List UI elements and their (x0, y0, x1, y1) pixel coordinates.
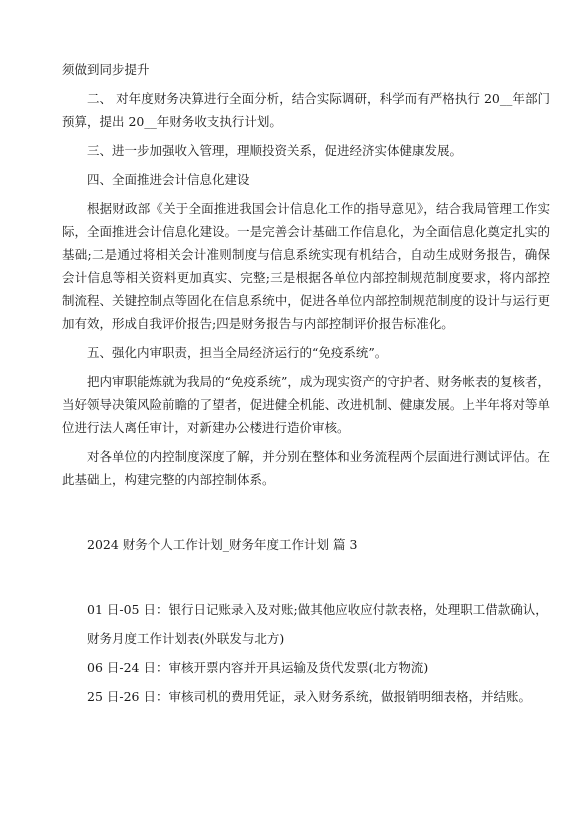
heading-item-4: 四、全面推进会计信息化建设 (87, 172, 250, 187)
schedule-item: 财务月度工作计划表(外联发与北方) (87, 631, 285, 646)
paragraph-item-3: 三、进一步加强收入管理，理顺投资关系，促进经济实体健康发展。 (87, 143, 463, 158)
paragraph-continuation: 须做到同步提升 (62, 62, 150, 77)
schedule-item: 01 日-05 日：银行日记账录入及对账;做其他应收应付款表格，处理职工借款确认， (87, 602, 548, 617)
heading-item-5: 五、强化内审职责，担当全局经济运行的“免疫系统”。 (87, 345, 388, 360)
schedule-item: 06 日-24 日：审核开票内容并开具运输及货代发票(北方物流) (87, 660, 429, 675)
document-body (62, 58, 550, 714)
paragraph-accounting-informatization: 根据财政部《关于全面推进我国会计信息化工作的指导意见》，结合我局管理工作实际，全面推进会计信息化建设。一是完善会计基础工作信息化，为全面信息化奠定扎实的基础;二是通过将相关会计准则制度与信息系统实现有机结合，自动生成财务报告，确保会计信息等相关资料更加真实、完整;三是根据各单位内部控制规范制度要求，将内部控制流程、关键控制点等固化在信息系统中，促进各单位内部控制规范制度的设计与运行更加有效，形成自我评价报告;四是财务报告与内部控制评价报告标准化。 (62, 201, 550, 331)
paragraph-internal-audit: 把内审职能炼就为我局的“免疫系统”，成为现实资产的守护者、财务帐表的复核者，当好领导决策风险前瞻的了望者，促进健全机能、改进机制、健康发展。上半年将对等单位进行法人离任审计，对新建办公楼进行造价审核。 (62, 374, 550, 435)
section-spacer (62, 562, 550, 598)
paragraph-internal-control: 对各单位的内控制度深度了解，并分别在整体和业务流程两个层面进行测试评估。在此基础上，构建完整的内部控制体系。 (62, 449, 550, 487)
schedule-list (62, 598, 550, 708)
section-spacer (62, 497, 550, 533)
paragraph-item-2: 二、 对年度财务决算进行全面分析，结合实际调研，科学而有严格执行 20__年部门预算，提出 20__年财务收支执行计划。 (62, 91, 550, 129)
section-title: 2024 财务个人工作计划_财务年度工作计划 篇 3 (87, 537, 358, 552)
schedule-item: 25 日-26 日：审核司机的费用凭证，录入财务系统，做报销明细表格，并结账。 (87, 689, 531, 704)
